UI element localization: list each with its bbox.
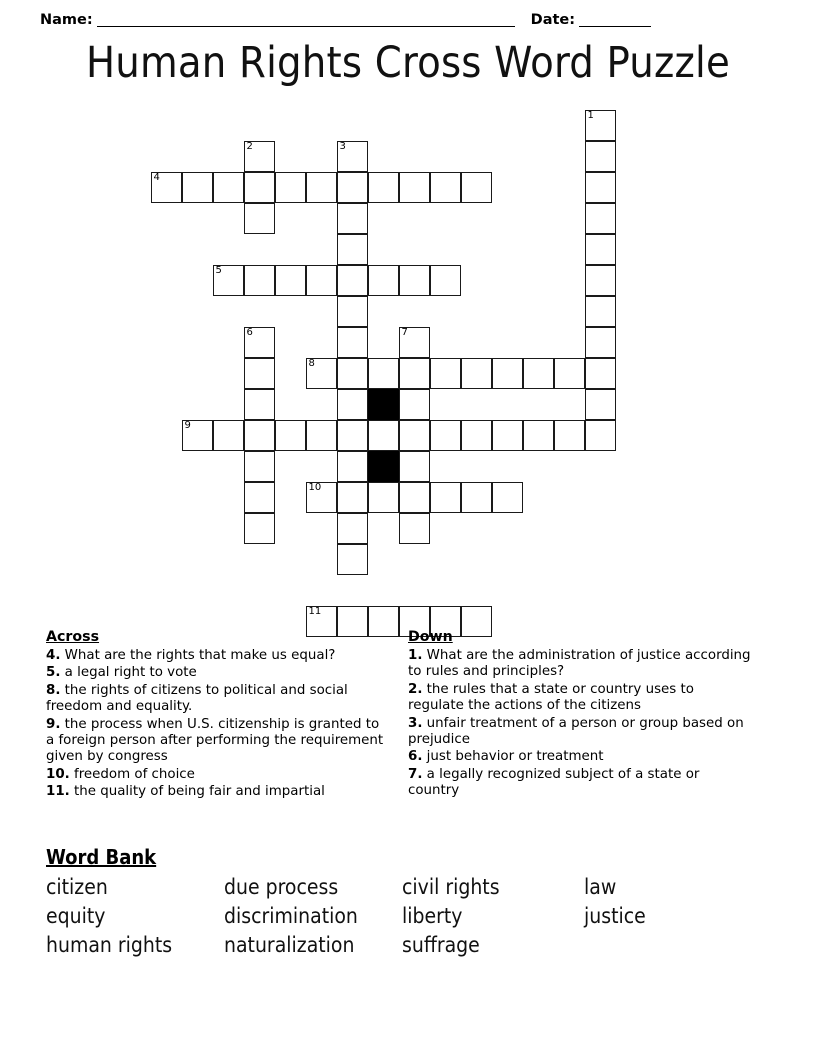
- crossword-cell[interactable]: [399, 265, 430, 296]
- crossword-cell[interactable]: [337, 482, 368, 513]
- crossword-cell[interactable]: [275, 172, 306, 203]
- crossword-cell[interactable]: [244, 265, 275, 296]
- date-label: Date:: [530, 12, 576, 28]
- crossword-cell[interactable]: [337, 358, 368, 389]
- crossword-cell[interactable]: [244, 141, 275, 172]
- clue-number: 7.: [408, 766, 423, 782]
- crossword-cell[interactable]: [585, 234, 616, 265]
- crossword-cell[interactable]: [585, 327, 616, 358]
- crossword-cell[interactable]: [244, 513, 275, 544]
- crossword-cell[interactable]: [399, 482, 430, 513]
- crossword-cell[interactable]: [585, 172, 616, 203]
- crossword-cell[interactable]: [306, 482, 337, 513]
- across-clue-list: [46, 648, 391, 802]
- crossword-cell[interactable]: [430, 420, 461, 451]
- clue-number: 5.: [46, 665, 61, 681]
- crossword-cell[interactable]: [306, 265, 337, 296]
- clue-number: 1.: [408, 648, 423, 663]
- crossword-cell[interactable]: [337, 203, 368, 234]
- crossword-cell[interactable]: [492, 482, 523, 513]
- word-bank-row: [46, 872, 746, 901]
- clue-number: 11.: [46, 784, 70, 800]
- clue-text: What are the rights that make us equal?: [60, 648, 336, 663]
- clue-text: just behavior or treatment: [422, 749, 604, 765]
- cell-number: 9: [184, 420, 191, 431]
- clue-text: freedom of choice: [69, 766, 195, 782]
- clue-text: the process when U.S. citizenship is granted to a foreign person after performing the requirement given by congress: [46, 716, 384, 765]
- crossword-cell[interactable]: [244, 451, 275, 482]
- clue-item: [408, 749, 753, 766]
- crossword-cell[interactable]: [554, 358, 585, 389]
- across-heading: Across: [46, 629, 100, 645]
- crossword-cell[interactable]: [213, 420, 244, 451]
- word-bank-row: [46, 901, 746, 930]
- crossword-cell[interactable]: [275, 265, 306, 296]
- crossword-cell[interactable]: [337, 544, 368, 575]
- crossword-cell[interactable]: [368, 172, 399, 203]
- crossword-cell[interactable]: [430, 172, 461, 203]
- crossword-cell[interactable]: [585, 420, 616, 451]
- crossword-cell[interactable]: [244, 327, 275, 358]
- clue-item: [408, 648, 753, 682]
- crossword-block: [368, 389, 399, 420]
- crossword-cell[interactable]: [337, 327, 368, 358]
- crossword-cell[interactable]: [554, 420, 585, 451]
- crossword-cell[interactable]: [244, 203, 275, 234]
- crossword-cell[interactable]: [368, 482, 399, 513]
- crossword-cell[interactable]: [585, 141, 616, 172]
- cell-number: 4: [153, 172, 160, 183]
- clue-number: 8.: [46, 682, 61, 698]
- crossword-cell[interactable]: [523, 420, 554, 451]
- down-clues-section: [408, 628, 753, 801]
- crossword-cell[interactable]: [585, 110, 616, 141]
- word-bank-word[interactable]: citizen: [46, 874, 108, 899]
- clue-item: [408, 682, 753, 716]
- down-heading: Down: [408, 629, 453, 645]
- crossword-cell[interactable]: [430, 482, 461, 513]
- cell-number: 8: [308, 358, 315, 369]
- crossword-cell[interactable]: [585, 203, 616, 234]
- page-title: Human Rights Cross Word Puzzle: [85, 38, 730, 88]
- crossword-cell[interactable]: [244, 172, 275, 203]
- crossword-cell[interactable]: [523, 358, 554, 389]
- word-bank-word[interactable]: liberty: [402, 903, 463, 928]
- crossword-block: [368, 451, 399, 482]
- crossword-cell[interactable]: [492, 420, 523, 451]
- clue-item: [408, 767, 753, 801]
- crossword-cell[interactable]: [585, 296, 616, 327]
- crossword-cell[interactable]: [399, 389, 430, 420]
- down-clue-list: [408, 648, 753, 801]
- word-bank-word[interactable]: equity: [46, 903, 106, 928]
- crossword-cell[interactable]: [151, 172, 182, 203]
- word-bank-word[interactable]: suffrage: [402, 932, 480, 957]
- crossword-cell[interactable]: [461, 420, 492, 451]
- crossword-cell[interactable]: [368, 265, 399, 296]
- word-bank-row: [46, 930, 746, 959]
- crossword-cell[interactable]: [461, 172, 492, 203]
- across-clues-section: [46, 628, 391, 802]
- crossword-cell[interactable]: [337, 172, 368, 203]
- clue-item: [46, 717, 391, 767]
- crossword-cell[interactable]: [337, 141, 368, 172]
- crossword-cell[interactable]: [244, 389, 275, 420]
- crossword-cell[interactable]: [182, 420, 213, 451]
- crossword-cell[interactable]: [337, 234, 368, 265]
- cell-number: 7: [401, 327, 408, 338]
- clue-number: 9.: [46, 716, 61, 732]
- word-bank-word[interactable]: naturalization: [224, 932, 355, 957]
- crossword-cell[interactable]: [244, 358, 275, 389]
- clue-text: unfair treatment of a person or group based on prejudice: [408, 715, 744, 748]
- clue-number: 4.: [46, 648, 61, 663]
- clue-text: a legally recognized subject of a state or country: [408, 766, 700, 799]
- word-bank-word[interactable]: due process: [224, 874, 339, 899]
- clue-item: [408, 716, 753, 750]
- word-bank-word[interactable]: law: [584, 874, 617, 899]
- crossword-cell[interactable]: [244, 420, 275, 451]
- clue-text: the rights of citizens to political and social freedom and equality.: [46, 682, 348, 715]
- crossword-cell[interactable]: [585, 358, 616, 389]
- crossword-cell[interactable]: [306, 358, 337, 389]
- crossword-cell[interactable]: [182, 172, 213, 203]
- crossword-cell[interactable]: [399, 451, 430, 482]
- clue-item: [46, 784, 391, 801]
- crossword-cell[interactable]: [492, 358, 523, 389]
- crossword-cell[interactable]: [399, 420, 430, 451]
- crossword-cell[interactable]: [430, 265, 461, 296]
- crossword-cell[interactable]: [399, 358, 430, 389]
- cell-number: 10: [308, 482, 322, 493]
- word-bank-word[interactable]: civil rights: [402, 874, 500, 899]
- clue-item: [46, 665, 391, 682]
- crossword-cell[interactable]: [368, 358, 399, 389]
- cell-number: 1: [587, 110, 594, 121]
- crossword-cell[interactable]: [368, 420, 399, 451]
- crossword-cell[interactable]: [306, 420, 337, 451]
- clue-item: [46, 767, 391, 784]
- crossword-cell[interactable]: [337, 265, 368, 296]
- crossword-cell[interactable]: [399, 513, 430, 544]
- crossword-cell[interactable]: [461, 358, 492, 389]
- crossword-cell[interactable]: [337, 420, 368, 451]
- cell-number: 11: [308, 606, 322, 617]
- clue-item: [46, 683, 391, 717]
- word-bank-heading: Word Bank: [46, 845, 157, 869]
- crossword-cell[interactable]: [399, 172, 430, 203]
- word-bank-word[interactable]: discrimination: [224, 903, 358, 928]
- clue-text: a legal right to vote: [60, 665, 197, 681]
- crossword-cell[interactable]: [213, 265, 244, 296]
- cell-number: 6: [246, 327, 253, 338]
- clue-text: the quality of being fair and impartial: [69, 784, 325, 800]
- crossword-cell[interactable]: [461, 482, 492, 513]
- crossword-cell[interactable]: [585, 389, 616, 420]
- crossword-cell[interactable]: [306, 172, 337, 203]
- clue-text: What are the administration of justice according to rules and principles?: [408, 648, 751, 680]
- clue-number: 10.: [46, 766, 70, 782]
- clue-number: 3.: [408, 715, 423, 731]
- word-bank-word[interactable]: human rights: [46, 932, 173, 957]
- crossword-cell[interactable]: [337, 513, 368, 544]
- clue-item: [46, 648, 391, 665]
- cell-number: 2: [246, 141, 253, 152]
- word-bank-list: [46, 872, 746, 959]
- cell-number: 5: [215, 265, 222, 276]
- crossword-cell[interactable]: [585, 265, 616, 296]
- crossword-cell[interactable]: [337, 451, 368, 482]
- word-bank-word[interactable]: justice: [584, 903, 646, 928]
- crossword-cell[interactable]: [399, 327, 430, 358]
- clue-number: 2.: [408, 681, 423, 697]
- clue-number: 6.: [408, 749, 423, 765]
- crossword-cell[interactable]: [430, 358, 461, 389]
- cell-number: 3: [339, 141, 346, 152]
- crossword-cell[interactable]: [213, 172, 244, 203]
- clue-text: the rules that a state or country uses to regulate the actions of the citizens: [408, 681, 694, 714]
- crossword-cell[interactable]: [244, 482, 275, 513]
- crossword-cell[interactable]: [275, 420, 306, 451]
- crossword-cell[interactable]: [337, 296, 368, 327]
- crossword-cell[interactable]: [337, 389, 368, 420]
- name-label: Name:: [40, 12, 93, 28]
